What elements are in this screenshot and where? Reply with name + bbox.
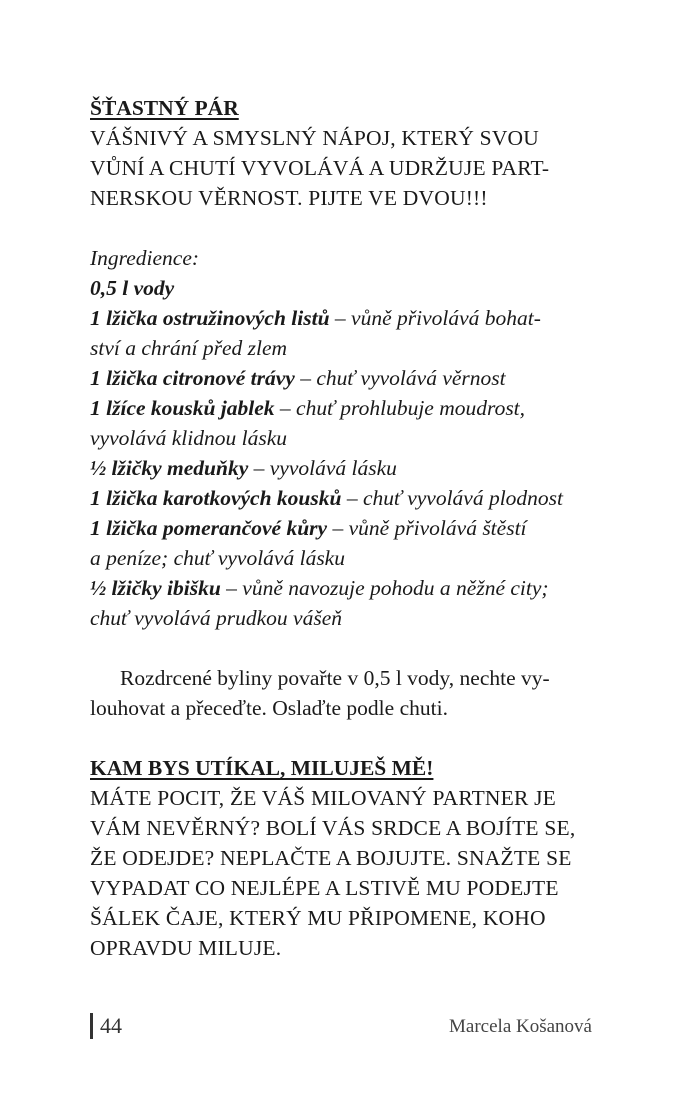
section2-intro-line: VÁM NEVĚRNÝ? BOLÍ VÁS SRDCE A BOJÍTE SE,: [90, 816, 576, 840]
spacer: [90, 213, 600, 243]
ingredient-line: [90, 453, 600, 483]
page-footer: [90, 1011, 592, 1043]
page-content: [90, 93, 600, 963]
ingredient-effect: – vyvolává lásku: [248, 456, 397, 480]
ingredient-amount: 0,5 l vody: [90, 276, 175, 300]
ingredient-effect: – vůně přivolává bohat-: [329, 306, 541, 330]
ingredient-line: [90, 543, 600, 573]
ingredient-effect: a peníze; chuť vyvolává lásku: [90, 546, 345, 570]
ingredient-line: [90, 573, 600, 603]
section1-intro-line: VÁŠNIVÝ A SMYSLNÝ NÁPOJ, KTERÝ SVOU: [90, 126, 539, 150]
page-number: 44: [100, 1013, 122, 1038]
ingredient-effect: – vůně navozuje pohodu a něžné city;: [220, 576, 549, 600]
section2-intro-line: ŽE ODEJDE? NEPLAČTE A BOJUJTE. SNAŽTE SE: [90, 846, 572, 870]
section2-title: KAM BYS UTÍKAL, MILUJEŠ MĚ!: [90, 756, 434, 780]
ingredient-line: [90, 603, 600, 633]
section2-intro-line: ŠÁLEK ČAJE, KTERÝ MU PŘIPOMENE, KOHO: [90, 906, 546, 930]
section1-intro-line: VŮNÍ A CHUTÍ VYVOLÁVÁ A UDRŽUJE PART-: [90, 156, 550, 180]
ingredient-line: [90, 333, 600, 363]
ingredient-amount: ½ lžičky ibišku: [90, 576, 221, 600]
ingredient-line: [90, 303, 600, 333]
ingredient-amount: 1 lžička ostružinových listů: [90, 306, 330, 330]
ingredient-line: [90, 393, 600, 423]
section2-intro-line: MÁTE POCIT, ŽE VÁŠ MILOVANÝ PARTNER JE: [90, 786, 557, 810]
ingredient-effect: – chuť vyvolává věrnost: [294, 366, 506, 390]
ingredient-amount: 1 lžíce kousků jablek: [90, 396, 275, 420]
page-number-bar: [90, 1013, 93, 1039]
ingredient-line: [90, 273, 600, 303]
ingredient-effect: ství a chrání před zlem: [90, 336, 288, 360]
ingredients-label: Ingredience:: [90, 246, 200, 270]
ingredient-effect: – vůně přivolává štěstí: [327, 516, 527, 540]
section2-intro-line: OPRAVDU MILUJE.: [90, 936, 282, 960]
ingredient-amount: 1 lžička citronové trávy: [90, 366, 295, 390]
ingredient-effect: – chuť prohlubuje moudrost,: [274, 396, 526, 420]
ingredient-line: [90, 423, 600, 453]
instructions-line: Rozdrcené byliny povařte v 0,5 l vody, nechte vy-: [120, 666, 550, 690]
ingredient-line: [90, 513, 600, 543]
ingredient-amount: 1 lžička pomerančové kůry: [90, 516, 328, 540]
ingredient-line: [90, 483, 600, 513]
ingredient-amount: ½ lžičky meduňky: [90, 456, 249, 480]
spacer: [90, 723, 600, 753]
ingredient-effect: vyvolává klidnou lásku: [90, 426, 288, 450]
section1-intro-line: NERSKOU VĚRNOST. PIJTE VE DVOU!!!: [90, 186, 488, 210]
ingredient-amount: 1 lžička karotkových kousků: [90, 486, 342, 510]
ingredient-effect: chuť vyvolává prudkou vášeň: [90, 606, 342, 630]
spacer: [90, 633, 600, 663]
ingredient-line: [90, 363, 600, 393]
instructions-line: louhovat a přeceďte. Oslaďte podle chuti.: [90, 696, 448, 720]
author-name: Marcela Košanová: [449, 1016, 592, 1037]
ingredient-effect: – chuť vyvolává plodnost: [341, 486, 564, 510]
section2-intro-line: VYPADAT CO NEJLÉPE A LSTIVĚ MU PODEJTE: [90, 876, 559, 900]
section1-title: ŠŤASTNÝ PÁR: [90, 96, 239, 120]
